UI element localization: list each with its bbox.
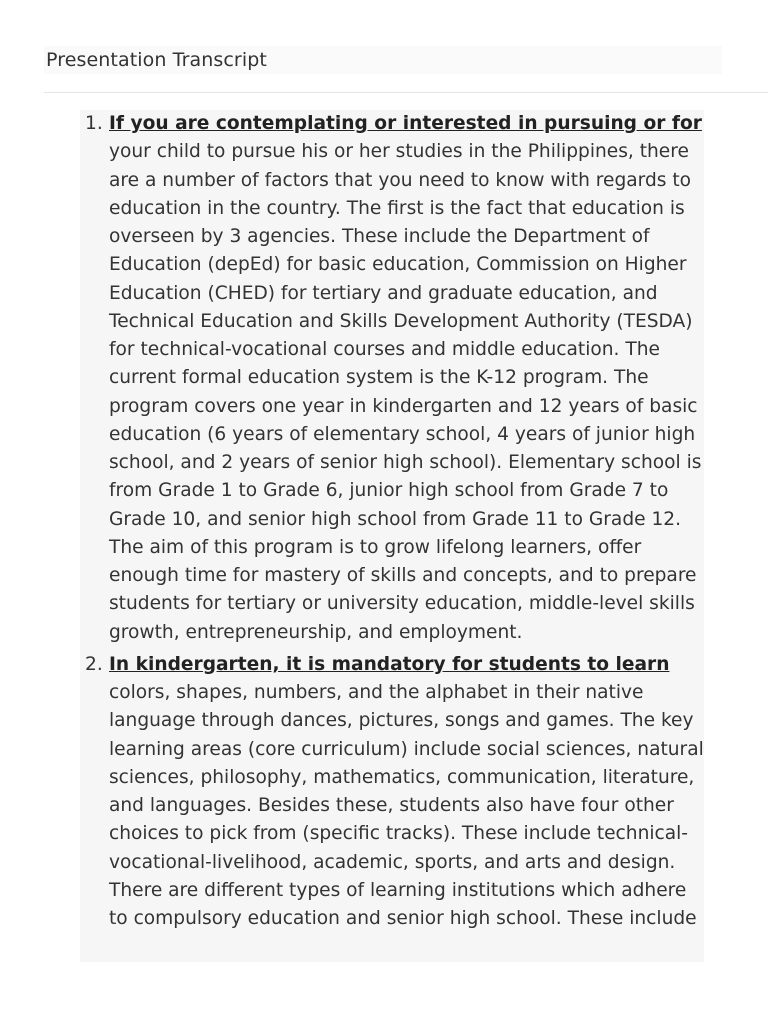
page-title: Presentation Transcript [46, 49, 267, 71]
transcript-panel [80, 110, 704, 962]
slide-list [80, 110, 704, 933]
slide-item-1 [85, 110, 704, 647]
slide-headline-link[interactable]: If you are contemplating or interested in pursuing or for [109, 113, 702, 134]
transcript-header [44, 46, 722, 74]
slide-body-text: colors, shapes, numbers, and the alphabet in their native language through dances, pictures, songs and games. The key learning areas (core curriculum) include social sciences, natural sciences, philosophy, mathematics, communication, literature, and languages. Besides these, students also have four other choices to pick from (specific tracks). These include technical-vocational-livelihood, academic, sports, and arts and design. There are different types of learning institutions which adhere to compulsory education and senior high school. These include [109, 682, 704, 929]
slide-item-2 [85, 651, 704, 934]
header-divider [44, 92, 768, 93]
slide-number: 2. [85, 653, 103, 675]
slide-number: 1. [85, 113, 103, 134]
slide-headline-link[interactable]: In kindergarten, it is mandatory for students to learn [109, 653, 670, 675]
slide-body-text: your child to pursue his or her studies in the Philippines, there are a number of factors that you need to know with regards to education in the country. The first is the fact that education is overseen by 3 agencies. These include the Department of Education (depEd) for basic education, Commission on Higher Education (CHED) for tertiary and graduate education, and Technical Education and Skills Development Authority (TESDA) for technical-vocational courses and middle education. The current formal education system is the K-12 program. The program covers one year in kindergarten and 12 years of basic education (6 years of elementary school, 4 years of junior high school, and 2 years of senior high school). Elementary school is from Grade 1 to Grade 6, junior high school from Grade 7 to Grade 10, and senior high school from Grade 11 to Grade 12. The aim of this program is to grow lifelong learners, offer enough time for mastery of skills and concepts, and to prepare students for tertiary or university education, middle-level skills growth, entrepreneurship, and employment. [109, 141, 702, 643]
